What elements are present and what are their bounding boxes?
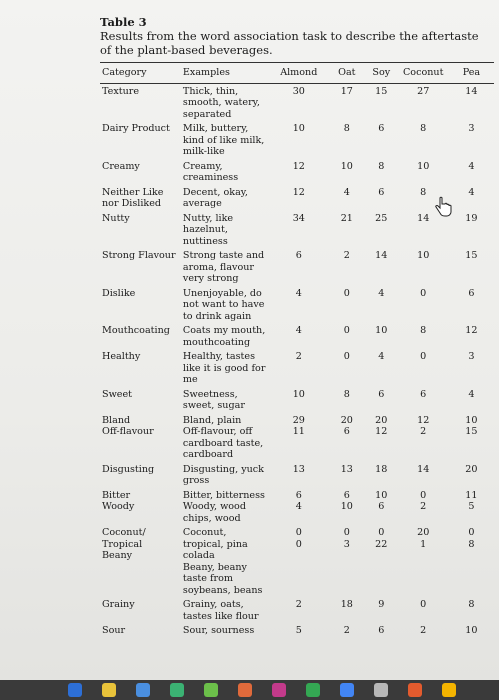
cell-category: Mouthcoating (102, 325, 170, 336)
cell-soy: 10 (375, 325, 388, 336)
cell-examples: Decent, okay, average (182, 186, 248, 209)
cell-soy: 6 (378, 123, 385, 134)
photoshop-icon[interactable] (238, 683, 252, 697)
cell-oat: 8 (343, 388, 350, 400)
cell-category: Neither Like nor Disliked (102, 186, 164, 209)
cell-pea: 6 (468, 287, 475, 299)
cell-soy: 4 (378, 351, 385, 362)
cell-coconut: 0 2 (420, 489, 427, 512)
cell-almond: 5 (295, 625, 302, 636)
cell-examples: Sweetness, sweet, sugar (182, 388, 245, 411)
cell-soy: 9 (378, 599, 385, 610)
table-row (100, 349, 494, 387)
cell-coconut: 8 (420, 123, 427, 134)
cell-pea: 15 (465, 250, 478, 261)
cell-category: Coconut/ Tropical Beany (102, 527, 146, 561)
cell-category: Disgusting (102, 463, 155, 475)
table-header-row (100, 63, 494, 84)
header-category: Category (100, 63, 181, 84)
cell-examples: Creamy, creaminess (182, 160, 239, 183)
cell-category: Bitter Woody (102, 489, 135, 512)
cell-examples: Coconut, tropical, pina colada Beany, beany taste from soybeans, beans (182, 527, 263, 596)
cell-coconut: 6 (420, 388, 427, 400)
cell-soy: 8 (378, 160, 385, 172)
cell-examples: Disgusting, yuck gross (182, 463, 264, 486)
cell-oat: 21 (340, 212, 353, 224)
header-almond: Almond (269, 63, 329, 84)
cell-oat: 18 (340, 599, 353, 610)
cell-pea: 8 (468, 599, 475, 610)
cell-pea: 20 (465, 463, 478, 475)
cell-almond: 10 (292, 388, 305, 400)
table-row (100, 462, 494, 488)
cell-examples: Thick, thin, smooth, watery, separated (182, 85, 260, 120)
header-coconut: Coconut (398, 63, 449, 84)
cell-coconut: 0 (420, 351, 427, 362)
table-row (100, 525, 494, 597)
tv-icon[interactable] (204, 683, 218, 697)
header-examples: Examples (181, 63, 269, 84)
cell-examples: Strong taste and aroma, flavour very strong (182, 250, 265, 284)
cell-category: Healthy (102, 351, 141, 362)
table-row (100, 323, 494, 349)
cell-coconut: 0 (420, 599, 427, 610)
cell-pea: 4 (468, 388, 475, 400)
cell-pea: 4 (468, 160, 475, 172)
cell-category: Creamy (102, 160, 140, 172)
cell-oat: 6 10 (340, 489, 353, 512)
cell-oat: 17 (340, 85, 353, 97)
cell-oat: 0 (343, 325, 350, 336)
table-row (100, 597, 494, 623)
cell-category: Sour (102, 625, 126, 636)
table-row (100, 159, 494, 185)
cell-coconut: 0 (420, 287, 427, 299)
cell-category: Nutty (102, 212, 130, 224)
table-row (100, 121, 494, 159)
cell-almond: 12 (292, 186, 305, 198)
table-row (100, 623, 494, 638)
cell-oat: 20 6 (340, 414, 353, 437)
cell-almond: 12 (292, 160, 305, 172)
cell-oat: 2 (343, 625, 350, 636)
cell-coconut: 2 (420, 625, 427, 636)
table-row (100, 413, 494, 462)
cell-examples: Grainy, oats, tastes like flour (182, 599, 259, 622)
cell-almond: 13 (292, 463, 305, 475)
cell-coconut: 8 (420, 186, 427, 198)
cell-coconut: 14 (417, 212, 430, 224)
cell-examples: Nutty, like hazelnut, nuttiness (182, 212, 234, 247)
cell-oat: 0 (343, 351, 350, 362)
cell-pea: 0 8 (468, 527, 475, 550)
cell-almond: 2 (295, 351, 302, 362)
table-row (100, 83, 494, 121)
cell-almond: 10 (292, 123, 305, 134)
cell-pea: 19 (465, 212, 478, 224)
cell-oat: 8 (343, 123, 350, 134)
cell-pea: 4 (468, 186, 475, 198)
cell-soy: 14 (375, 250, 388, 261)
cell-pea: 10 (465, 625, 478, 636)
table-caption (100, 15, 490, 57)
table-label: Table 3 (100, 15, 147, 29)
cell-examples: Healthy, tastes like it is good for me (182, 351, 266, 385)
table-row (100, 248, 494, 286)
cell-soy: 6 (378, 625, 385, 636)
docs-icon[interactable] (340, 683, 354, 697)
cell-almond: 29 11 (292, 414, 305, 437)
cell-category: Dairy Product (102, 123, 170, 134)
cell-pea: 3 (468, 351, 475, 362)
cell-examples: Milk, buttery, kind of like milk, milk-like (182, 123, 265, 157)
cell-oat: 2 (343, 250, 350, 261)
table-row (100, 387, 494, 413)
cell-almond: 4 (295, 287, 302, 299)
header-soy: Soy (365, 63, 398, 84)
cell-coconut: 20 1 (417, 527, 430, 550)
cell-coconut: 10 (417, 250, 430, 261)
cell-oat: 0 3 (343, 527, 350, 550)
cell-soy: 15 (375, 85, 388, 97)
cell-soy: 10 6 (375, 489, 388, 512)
cell-soy: 6 (378, 186, 385, 198)
cell-almond: 6 (295, 250, 302, 261)
cell-soy: 20 12 (375, 414, 388, 437)
cell-coconut: 27 (417, 85, 430, 97)
cell-almond: 4 (295, 325, 302, 336)
cell-pea: 12 (465, 325, 478, 336)
cell-category: Texture (102, 85, 140, 97)
cell-coconut: 12 2 (417, 414, 430, 437)
header-pea: Pea (449, 63, 494, 84)
cell-examples: Coats my mouth, mouthcoating (182, 325, 266, 348)
files-icon[interactable] (136, 683, 150, 697)
chat-icon[interactable] (170, 683, 184, 697)
launcher-icon[interactable] (68, 683, 82, 697)
cell-category: Sweet (102, 388, 132, 400)
office-icon[interactable] (408, 683, 422, 697)
cell-almond: 6 4 (295, 489, 302, 512)
cell-coconut: 10 (417, 160, 430, 172)
cell-category: Strong Flavour (102, 250, 176, 261)
cell-pea: 3 (468, 123, 475, 134)
cell-examples: Unenjoyable, do not want to have to drink again (182, 287, 265, 322)
app-icon[interactable] (272, 683, 286, 697)
cell-almond: 0 0 (295, 527, 302, 550)
table-body (100, 83, 494, 638)
table-description: Results from the word association task to describe the aftertaste of the plant-based beverages. (100, 29, 479, 57)
cell-pea: 10 15 (465, 414, 478, 437)
cell-examples: Bland, plain Off-flavour, off cardboard taste, cardboard (182, 414, 264, 460)
hand-cursor-icon (432, 196, 454, 218)
cell-soy: 25 (375, 212, 388, 224)
cell-soy: 6 (378, 388, 385, 400)
chrome-icon[interactable] (102, 683, 116, 697)
store-icon[interactable] (374, 683, 388, 697)
cell-pea: 11 5 (465, 489, 478, 512)
cell-examples: Sour, sourness (182, 625, 255, 636)
cell-examples: Bitter, bitterness Woody, wood chips, wood (182, 489, 265, 524)
cell-almond: 30 (292, 85, 305, 97)
cell-category: Bland Off-flavour (102, 414, 154, 437)
cell-almond: 34 (292, 212, 305, 224)
cell-oat: 13 (340, 463, 353, 475)
table-row (100, 488, 494, 526)
slides-icon[interactable] (442, 683, 456, 697)
cell-pea: 14 (465, 85, 478, 97)
cell-category: Grainy (102, 599, 135, 610)
play-store-icon[interactable] (306, 683, 320, 697)
cell-soy: 0 22 (375, 527, 388, 550)
cell-oat: 0 (343, 287, 350, 299)
cell-coconut: 8 (420, 325, 427, 336)
cell-soy: 4 (378, 287, 385, 299)
cell-oat: 10 (340, 160, 353, 172)
table-row (100, 286, 494, 324)
cell-soy: 18 (375, 463, 388, 475)
header-oat: Oat (329, 63, 365, 84)
cell-oat: 4 (343, 186, 350, 198)
results-table (100, 62, 494, 638)
cell-category: Dislike (102, 287, 136, 299)
taskbar (0, 680, 499, 700)
cell-almond: 2 (295, 599, 302, 610)
cell-coconut: 14 (417, 463, 430, 475)
